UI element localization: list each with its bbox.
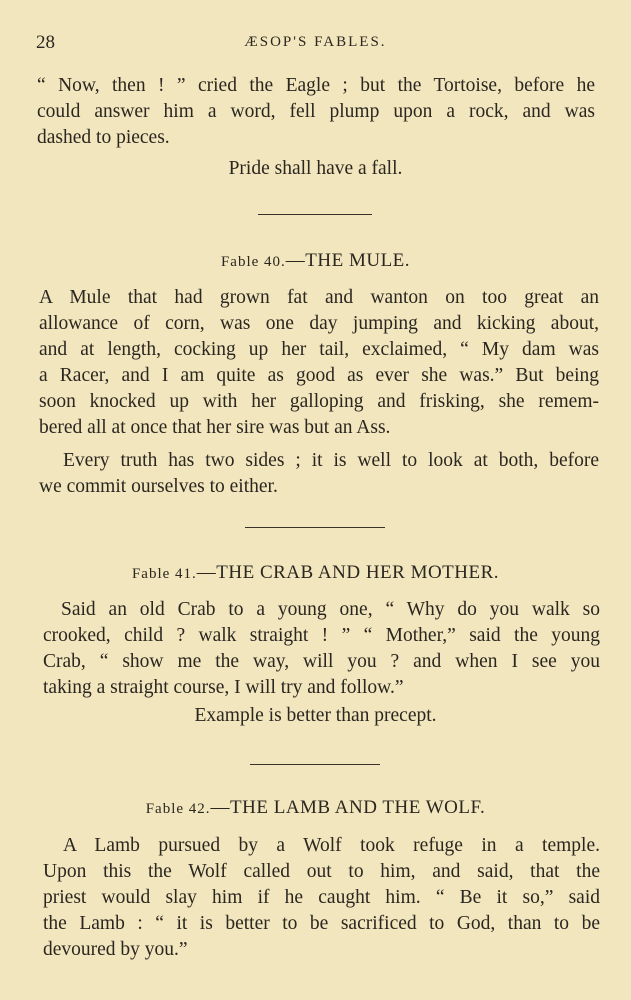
text-line: Crab, “ show me the way, will you ? and when I see you: [43, 651, 600, 672]
text-line: we commit ourselves to either.: [39, 476, 278, 497]
text-line: soon knocked up with her galloping and frisking, she remem-: [39, 391, 599, 412]
fable-40-heading: [0, 250, 631, 272]
text-line: priest would slay him if he caught him. “ Be it so,” said: [43, 887, 600, 908]
fable-41-heading: [0, 562, 631, 584]
text-line: dashed to pieces.: [37, 127, 170, 148]
text-line: a Racer, and I am quite as good as ever she was.” But being: [39, 365, 599, 386]
text-line: crooked, child ? walk straight ! ” “ Mother,” said the young: [43, 625, 600, 646]
text-line: Upon this the Wolf called out to him, and said, that the: [43, 861, 600, 882]
running-title: ÆSOP'S FABLES.: [244, 34, 387, 50]
fable-title: —THE CRAB AND HER MOTHER.: [196, 562, 500, 583]
fable-title: —THE MULE.: [285, 250, 411, 271]
section-divider: [250, 764, 380, 765]
fable-41-moral: Example is better than precept.: [194, 705, 437, 726]
fable-42-body: [43, 833, 600, 963]
text-line: and at length, cocking up her tail, exclaimed, “ My dam was: [39, 339, 599, 360]
fable-42-heading: [0, 797, 631, 819]
text-line: Every truth has two sides ; it is well to look at both, before: [63, 450, 599, 471]
fable-title: —THE LAMB AND THE WOLF.: [210, 797, 486, 818]
text-line: A Mule that had grown fat and wanton on too great an: [39, 287, 599, 308]
page-number: 28: [36, 32, 55, 53]
fable-number: Fable 40.: [220, 254, 286, 270]
fable-number: Fable 41.: [131, 566, 197, 582]
prev-fable-paragraph: [37, 73, 595, 151]
text-line: A Lamb pursued by a Wolf took refuge in a temple.: [63, 835, 600, 856]
section-divider: [258, 214, 372, 215]
page-header: [36, 32, 595, 56]
section-divider: [245, 527, 385, 528]
prev-fable-moral: Pride shall have a fall.: [228, 158, 403, 179]
fable-40-body: [39, 285, 599, 441]
fable-41-body: [43, 597, 600, 701]
fable-number: Fable 42.: [145, 801, 211, 817]
fable-40-moral: [39, 448, 599, 500]
text-line: bered all at once that her sire was but an Ass.: [39, 417, 391, 438]
text-line: devoured by you.”: [43, 939, 188, 960]
text-line: “ Now, then ! ” cried the Eagle ; but the Tortoise, before he: [37, 75, 595, 96]
text-line: allowance of corn, was one day jumping and kicking about,: [39, 313, 599, 334]
text-line: could answer him a word, fell plump upon a rock, and was: [37, 101, 595, 122]
text-line: taking a straight course, I will try and follow.”: [43, 677, 404, 698]
text-line: Said an old Crab to a young one, “ Why do you walk so: [61, 599, 600, 620]
text-line: the Lamb : “ it is better to be sacrificed to God, than to be: [43, 913, 600, 934]
